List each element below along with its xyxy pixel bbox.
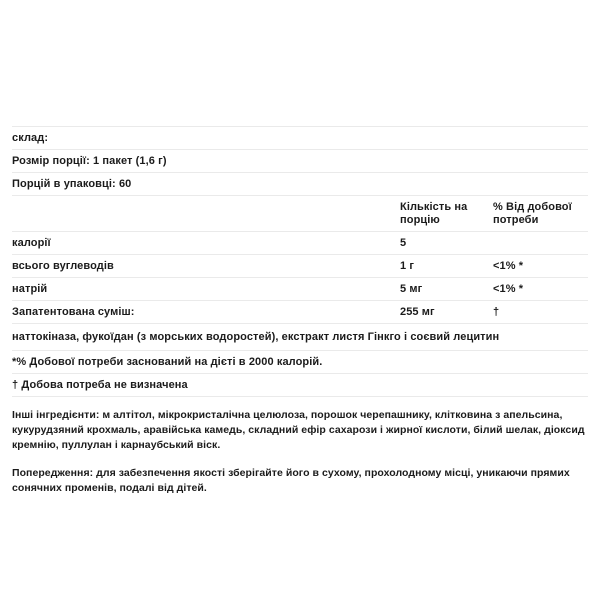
table-row	[12, 255, 588, 278]
supplement-heading: склад:	[12, 132, 49, 144]
column-header-percent-daily-value: % Від добової потреби	[493, 196, 588, 232]
table-header-row	[12, 196, 588, 232]
other-ingredients-paragraph: Інші інгредієнти: м алтітол, мікрокристалічна целюлоза, порошок черепашнику, клітковина з апельсина, кукурудзяний крохмаль, аравійська камедь, складний ефір сахарози і жирної кислоти, білий шелак, діоксид кремнію, пуллулан і карнаубський віск.	[12, 409, 585, 451]
table-row	[12, 232, 588, 255]
nutrient-name: всього вуглеводів	[12, 255, 400, 278]
footnote-percent-daily-value: *% Добової потреби заснований на дієті в 2000 калорій.	[12, 351, 588, 374]
nutrient-daily-value: †	[493, 301, 588, 324]
nutrient-amount: 5 мг	[400, 278, 493, 301]
column-header-nutrient	[12, 196, 400, 232]
table-row-blend-ingredients	[12, 324, 588, 351]
nutrient-daily-value: <1% *	[493, 255, 588, 278]
footnote-dagger: † Добова потреба не визначена	[12, 374, 588, 397]
footnotes	[12, 351, 588, 397]
table-body	[12, 232, 588, 351]
nutrient-daily-value: <1% *	[493, 278, 588, 301]
nutrient-daily-value	[493, 232, 588, 255]
nutrient-amount: 1 г	[400, 255, 493, 278]
nutrient-name: Запатентована суміш:	[12, 301, 400, 324]
nutrient-amount: 255 мг	[400, 301, 493, 324]
supplement-facts-block	[0, 126, 600, 397]
column-header-amount-per-serving: Кількість на порцію	[400, 196, 493, 232]
top-spacer	[0, 0, 600, 126]
nutrient-amount: 5	[400, 232, 493, 255]
serving-size-row: Розмір порції: 1 пакет (1,6 г)	[12, 155, 167, 167]
warning-paragraph: Попередження: для забезпечення якості зберігайте його в сухому, прохолодному місці, уникаючи прямих сонячних променів, подалі від дітей.	[12, 467, 570, 494]
table-row	[12, 301, 588, 324]
supplement-facts-table	[12, 196, 588, 351]
servings-per-container-row: Порцій в упаковці: 60	[12, 178, 132, 190]
nutrient-name: калорії	[12, 232, 400, 255]
nutrient-name: натрій	[12, 278, 400, 301]
table-row	[12, 278, 588, 301]
table-head	[12, 196, 588, 232]
blend-ingredients-text: наттокіназа, фукоїдан (з морських водоростей), екстракт листя Гінкго і соєвий лецитин	[12, 324, 588, 351]
additional-information	[0, 397, 600, 496]
